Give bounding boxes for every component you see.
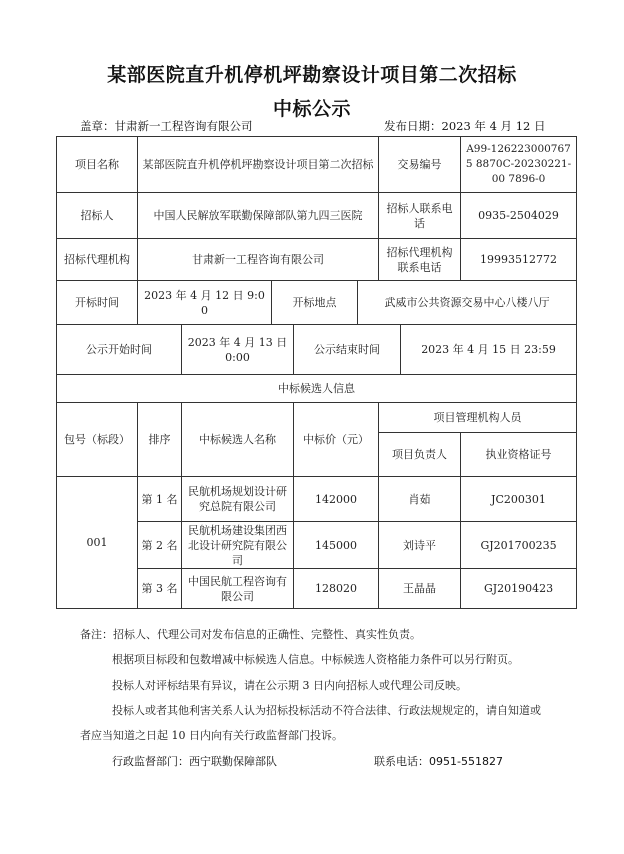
agency-contact-value: 19993512772 [461,239,577,281]
candidate-rank: 第 1 名 [138,477,182,522]
open-time-label: 开标时间 [57,281,138,325]
trade-no-value: A99-1262230007675 8870C-20230221-00 7896-0 [461,137,577,193]
candidate-price: 145000 [294,522,379,569]
page-subtitle: 中标公示 [272,98,351,120]
candidate-rank: 第 3 名 [138,569,182,609]
note-line: 投标人或者其他利害关系人认为招标投标活动不符合法律、行政法规规定的，请自知道或 [112,704,541,717]
row-project [57,137,577,193]
note-line: 者应当知道之日起 10 日内向有关行政监督部门投诉。 [80,729,343,742]
stamp-label: 盖章：甘肃新一工程咨询有限公司 [80,119,253,133]
page-title: 某部医院直升机停机坪勘察设计项目第二次招标 [107,64,517,86]
trade-no-label: 交易编号 [379,137,461,193]
tenderer-contact-label: 招标人联系电话 [379,193,461,239]
staff-group-header: 项目管理机构人员 [379,403,577,433]
open-place-label: 开标地点 [272,281,358,325]
tenderer-label: 招标人 [57,193,138,239]
candidate-name-header: 中标候选人名称 [182,403,294,477]
notice-start-value: 2023 年 4 月 13 日 0:00 [182,325,294,375]
candidate-cert: GJ201700235 [461,522,577,569]
cert-header: 执业资格证号 [461,433,577,477]
candidate-name: 民航机场规划设计研究总院有限公司 [182,477,294,522]
candidate-price: 128020 [294,569,379,609]
supervisor-info: 行政监督部门：西宁联勤保障部队 [112,755,277,768]
agency-label: 招标代理机构 [57,239,138,281]
row-agency [57,239,577,281]
candidate-cert: JC200301 [461,477,577,522]
open-place-value: 武威市公共资源交易中心八楼八厅 [358,281,577,325]
candidate-leader: 刘诗平 [379,522,461,569]
row-candidates-title [57,375,577,403]
open-time-value: 2023 年 4 月 12 日 9:00 [138,281,272,325]
tenderer-contact-value: 0935-2504029 [461,193,577,239]
candidates-section-title: 中标候选人信息 [57,375,577,403]
row-tenderer [57,193,577,239]
row-notice-period [57,325,577,375]
notice-start-label: 公示开始时间 [57,325,182,375]
candidate-price: 142000 [294,477,379,522]
candidate-leader: 肖茹 [379,477,461,522]
note-line: 备注：招标人、代理公司对发布信息的正确性、完整性、真实性负责。 [80,628,421,641]
table-row [57,477,577,522]
candidate-name: 中国民航工程咨询有限公司 [182,569,294,609]
candidate-name: 民航机场建设集团西北设计研究院有限公司 [182,522,294,569]
price-header: 中标价（元） [294,403,379,477]
candidate-leader: 王晶晶 [379,569,461,609]
agency-value: 甘肃新一工程咨询有限公司 [138,239,379,281]
award-notice-table [56,136,577,609]
package-number: 001 [57,477,138,609]
package-header: 包号（标段） [57,403,138,477]
candidate-cert: GJ20190423 [461,569,577,609]
tenderer-value: 中国人民解放军联勤保障部队第九四三医院 [138,193,379,239]
note-line: 投标人对评标结果有异议，请在公示期 3 日内向招标人或代理公司反映。 [112,679,467,692]
leader-header: 项目负责人 [379,433,461,477]
row-opening [57,281,577,325]
supervisor-phone: 联系电话：0951-551827 [374,755,503,768]
notice-end-value: 2023 年 4 月 15 日 23:59 [401,325,577,375]
rank-header: 排序 [138,403,182,477]
publish-date: 发布日期：2023 年 4 月 12 日 [384,119,546,133]
notice-end-label: 公示结束时间 [294,325,401,375]
note-line: 根据项目标段和包数增减中标候选人信息。中标候选人资格能力条件可以另行附页。 [112,653,519,666]
row-candidates-header-1 [57,403,577,433]
candidate-rank: 第 2 名 [138,522,182,569]
project-name-value: 某部医院直升机停机坪勘察设计项目第二次招标 [138,137,379,193]
agency-contact-label: 招标代理机构联系电话 [379,239,461,281]
project-name-label: 项目名称 [57,137,138,193]
